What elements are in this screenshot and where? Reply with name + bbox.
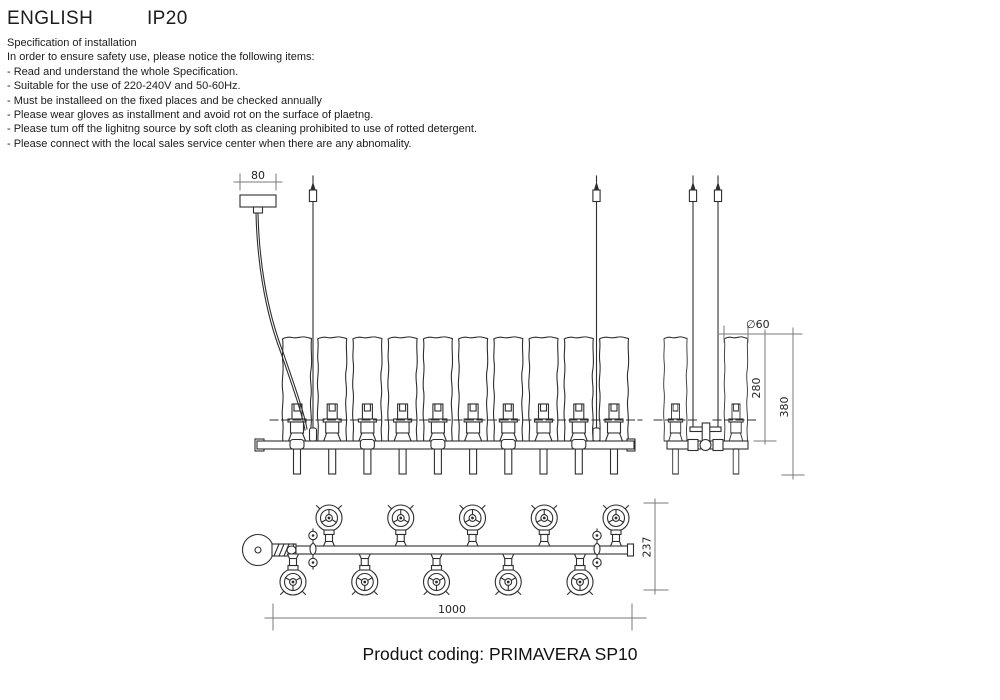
lamp-head-plan: [388, 505, 414, 546]
lamp-head-plan: [531, 505, 557, 546]
rod-attachment-plan: [309, 529, 317, 569]
suspension-rod-terminal: [309, 176, 316, 202]
spec-item: - Please tum off the lighitng source by soft cloth as cleaning prohibited to use of rotted detergent.: [7, 123, 478, 136]
glass-tube: [458, 337, 488, 474]
glass-tube: [724, 337, 748, 474]
product-coding-text: Product coding: PRIMAVERA SP10: [362, 644, 638, 664]
ip-rating-label: IP20: [147, 8, 188, 29]
bar-clip: [501, 440, 515, 450]
glass-tube: [353, 337, 383, 474]
glass-tube: [317, 337, 347, 474]
lamp-head-plan: [280, 554, 306, 595]
dim-shade-diameter-label: ∅60: [746, 318, 770, 331]
mounting-bar-plan: [296, 546, 628, 554]
lamp-head-plan: [424, 554, 450, 595]
plan-view: [243, 499, 669, 630]
dim-fixture-depth-label: 237: [640, 536, 654, 558]
lamp-head-plan: [352, 554, 378, 595]
spec-intro: In order to ensure safety use, please notice the following items:: [7, 51, 315, 64]
dim-fixture-drop-label: 380: [778, 396, 791, 418]
front-elevation-view: [234, 169, 642, 474]
center-hub: [702, 423, 710, 441]
canopy-cable-stub: [254, 207, 263, 213]
glass-tube: [493, 337, 523, 474]
ceiling-canopy: [240, 195, 276, 207]
dim-shade-height-label: 280: [750, 377, 763, 399]
suspension-rod-terminal: [714, 176, 721, 202]
spec-item: - Please connect with the local sales service center when there are any abnomality.: [7, 137, 412, 150]
language-label: ENGLISH: [7, 8, 94, 29]
glass-tube: [282, 337, 312, 474]
glass-tube: [564, 337, 594, 474]
suspension-rod-terminal: [593, 176, 600, 202]
glass-tube: [423, 337, 453, 474]
center-ball-joint: [700, 440, 711, 451]
lamp-head-plan: [567, 554, 593, 595]
glass-tube: [599, 337, 629, 474]
bar-clip: [290, 440, 304, 450]
canopy-plan: [243, 535, 274, 566]
spec-title: Specification of installation: [7, 37, 137, 49]
dim-canopy-width: [234, 169, 282, 190]
suspension-rod-terminal: [689, 176, 696, 202]
bar-clip: [360, 440, 374, 450]
bar-end-cap-plan: [628, 544, 634, 556]
spec-item: - Read and understand the whole Specification.: [7, 65, 239, 78]
lamp-head-plan: [316, 505, 342, 546]
spec-item: - Please wear gloves as installment and avoid rot on the surface of plaetng.: [7, 109, 374, 122]
glass-tube: [664, 337, 688, 474]
bar-clip: [431, 440, 445, 450]
rod-attachment-plan: [593, 529, 601, 569]
dim-fixture-length-label: 1000: [438, 603, 466, 616]
glass-tube: [529, 337, 559, 474]
dim-fixture-length: [265, 603, 646, 630]
dim-shade-height: [750, 330, 776, 444]
spec-item: - Suitable for the use of 220-240V and 50-60Hz.: [7, 80, 241, 93]
cross-bar-joint: [688, 440, 698, 451]
side-elevation-view: [654, 176, 804, 479]
bar-clip: [572, 440, 586, 450]
cross-bar-joint: [713, 440, 723, 451]
rod-clip: [593, 428, 600, 441]
glass-tube: [388, 337, 418, 474]
rod-clip: [310, 428, 317, 441]
lamp-head-plan: [460, 505, 486, 546]
dim-fixture-depth: [641, 499, 669, 594]
spec-item: - Must be installeed on the fixed places and be checked annually: [7, 94, 322, 107]
dim-canopy-width-label: 80: [251, 169, 265, 182]
dim-fixture-drop: [778, 328, 804, 479]
lamp-head-plan: [603, 505, 629, 546]
lamp-head-plan: [495, 554, 521, 595]
